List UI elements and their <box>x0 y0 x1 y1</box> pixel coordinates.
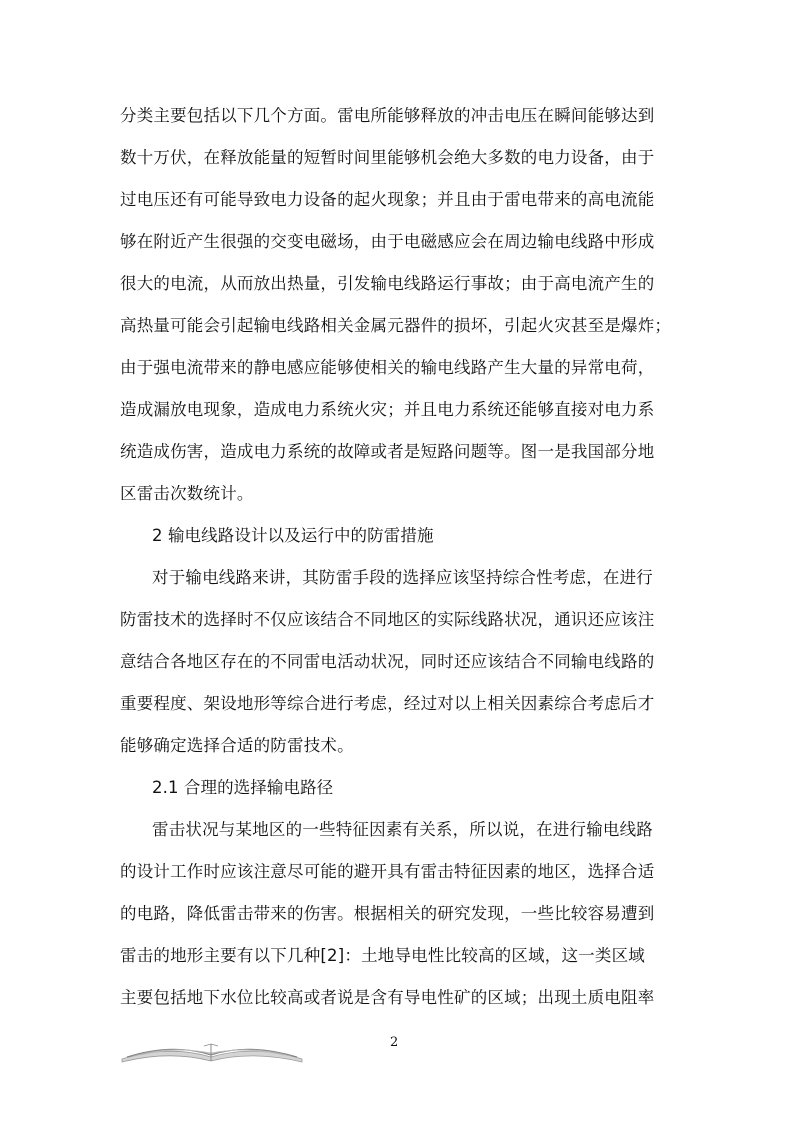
subsection-heading: 2.1 合理的选择输电路径 <box>152 778 334 797</box>
paragraph-line: 统造成伤害，造成电力系统的故障或者是短路问题等。图一是我国部分地 <box>120 442 655 461</box>
paragraph-line: 造成漏放电现象，造成电力系统火灾；并且电力系统还能够直接对电力系 <box>120 400 655 419</box>
paragraph-line: 数十万伏，在释放能量的短暂时间里能够机会绝大多数的电力设备，由于 <box>120 148 655 167</box>
paragraph-line: 雷击的地形主要有以下几种[2]：土地导电性比较高的区域，这一类区域 <box>120 946 645 965</box>
paragraph-line: 够在附近产生很强的交变电磁场，由于电磁感应会在周边输电线路中形成 <box>120 232 655 251</box>
paragraph-line: 由于强电流带来的静电感应能够使相关的输电线路产生大量的异常电荷， <box>120 358 655 377</box>
paragraph-line: 的电路，降低雷击带来的伤害。根据相关的研究发现，一些比较容易遭到 <box>120 904 655 923</box>
open-book-icon <box>118 1039 306 1063</box>
page-number: 2 <box>390 1035 399 1050</box>
paragraph-line: 能够确定选择合适的防雷技术。 <box>120 736 354 755</box>
paragraph-line: 主要包括地下水位比较高或者说是含有导电性矿的区域；出现土质电阻率 <box>120 988 655 1007</box>
paragraph-line: 区雷击次数统计。 <box>120 484 254 503</box>
paragraph-line: 的设计工作时应该注意尽可能的避开具有雷击特征因素的地区，选择合适 <box>120 862 655 881</box>
paragraph-line: 意结合各地区存在的不同雷电活动状况，同时还应该结合不同输电线路的 <box>120 652 655 671</box>
paragraph-line: 对于输电线路来讲，其防雷手段的选择应该坚持综合性考虑，在进行 <box>152 568 653 587</box>
paragraph-line: 分类主要包括以下几个方面。雷电所能够释放的冲击电压在瞬间能够达到 <box>120 106 655 125</box>
paragraph-line: 很大的电流，从而放出热量，引发输电线路运行事故；由于高电流产生的 <box>120 274 655 293</box>
paragraph-line: 防雷技术的选择时不仅应该结合不同地区的实际线路状况，通识还应该注 <box>120 610 655 629</box>
paragraph-line: 重要程度、架设地形等综合进行考虑，经过对以上相关因素综合考虑后才 <box>120 694 655 713</box>
paragraph-line: 过电压还有可能导致电力设备的起火现象；并且由于雷电带来的高电流能 <box>120 190 655 209</box>
paragraph-line: 雷击状况与某地区的一些特征因素有关系，所以说，在进行输电线路 <box>152 820 653 839</box>
paragraph-line: 高热量可能会引起输电线路相关金属元器件的损坏，引起火灾甚至是爆炸； <box>120 316 672 335</box>
section-heading: 2 输电线路设计以及运行中的防雷措施 <box>152 526 434 545</box>
